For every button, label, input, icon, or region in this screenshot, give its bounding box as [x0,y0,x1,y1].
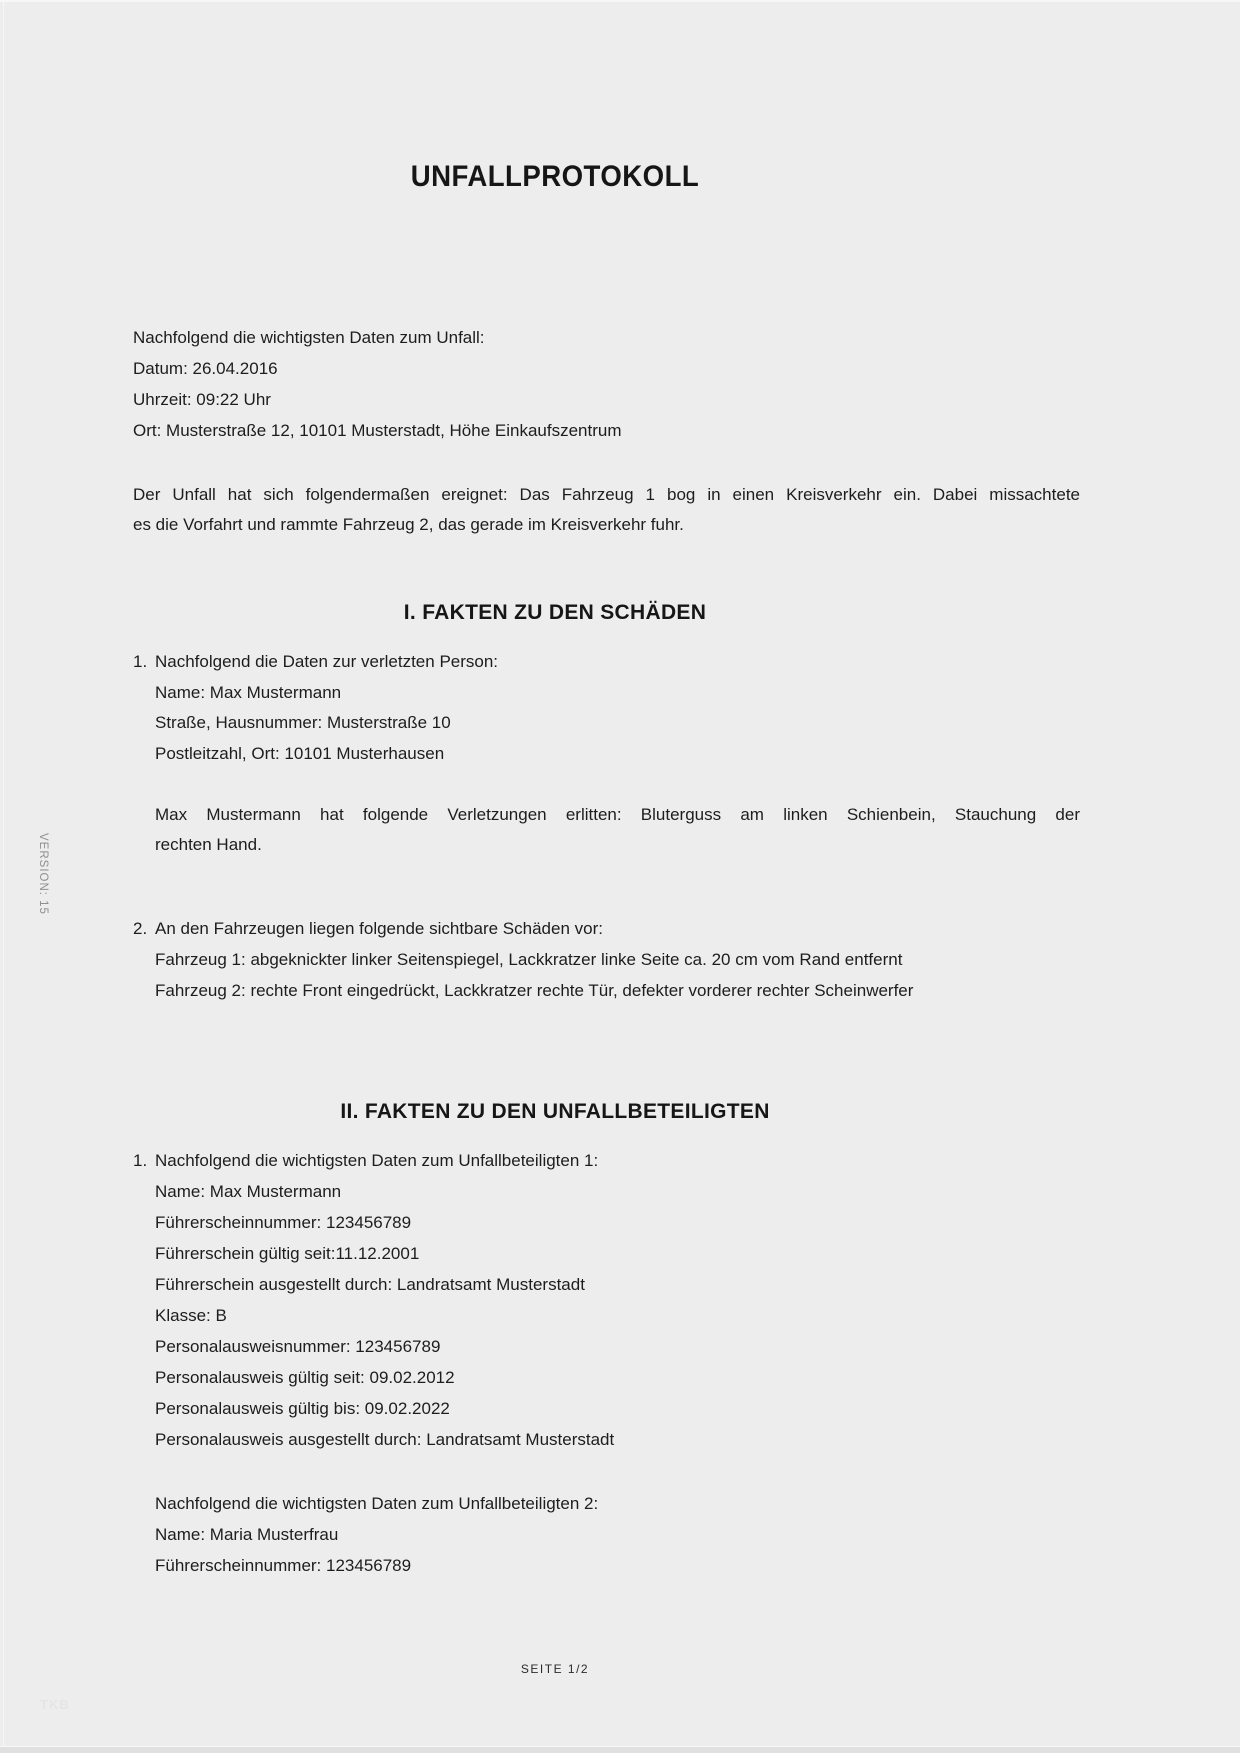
participant1-license-class: Klasse: B [155,1306,227,1325]
accident-description-line: Der Unfall hat sich folgendermaßen ereignet: Das Fahrzeug 1 bog in einen Kreisverkehr ein. Dabei missachtete [133,485,1080,504]
participant2-lead: Nachfolgend die wichtigsten Daten zum Unfallbeteiligten 2: [155,1494,599,1513]
vehicle2-damage-line: Fahrzeug 2: rechte Front eingedrückt, Lackkratzer rechte Tür, defekter vorderer rechter Scheinwerfer [155,981,914,1000]
page-edge-left [3,0,4,1753]
participant1-license-issued-by: Führerschein ausgestellt durch: Landratsamt Musterstadt [155,1275,585,1294]
injured-person-city: Postleitzahl, Ort: 10101 Musterhausen [155,743,445,763]
intro-line-date: Datum: 26.04.2016 [133,359,278,378]
injured-person-name: Name: Max Mustermann [155,682,342,702]
list-item-number: 1. [133,652,148,671]
injured-person-street: Straße, Hausnummer: Musterstraße 10 [155,713,451,732]
intro-line-time: Uhrzeit: 09:22 Uhr [133,390,271,409]
injuries-paragraph [155,800,1080,860]
list-item-injured-person [133,647,1080,769]
participant2-data [155,1488,1080,1581]
page-edge-top [0,0,1240,2]
participant1-license-valid-since: Führerschein gültig seit:11.12.2001 [155,1244,420,1263]
document-title: UNFALLPROTOKOLL [410,160,700,194]
page-edge-bottom [0,1746,1240,1753]
participant1-id-valid-since: Personalausweis gültig seit: 09.02.2012 [155,1368,455,1387]
participant1-id-number: Personalausweisnummer: 123456789 [155,1337,441,1356]
intro-line-location: Ort: Musterstraße 12, 10101 Musterstadt, Höhe Einkaufszentrum [133,421,622,440]
participant2-license-number: Führerscheinnummer: 123456789 [155,1556,412,1575]
accident-description-line: es die Vorfahrt und rammte Fahrzeug 2, das gerade im Kreisverkehr fuhr. [133,515,684,534]
participant1-name: Name: Max Mustermann [155,1182,342,1201]
page-number-footer: SEITE 1/2 [520,1662,590,1676]
list-item-participant1 [133,1145,1080,1455]
participant1-id-valid-until: Personalausweis gültig bis: 09.02.2022 [155,1399,450,1418]
list-item-number: 1. [133,1151,148,1170]
section-heading-damages: I. FAKTEN ZU DEN SCHÄDEN [403,601,707,625]
accident-description-paragraph [133,480,1080,540]
injuries-line: rechten Hand. [155,835,262,854]
accident-key-data [133,322,1080,446]
vehicle1-damage-line: Fahrzeug 1: abgeknickter linker Seitenspiegel, Lackkratzer linke Seite ca. 20 cm vom Rand entfernt [155,950,903,969]
list-item-vehicle-damages [133,913,1080,1006]
participant1-id-issued-by: Personalausweis ausgestellt durch: Landratsamt Musterstadt [155,1430,615,1449]
injured-person-lead: Nachfolgend die Daten zur verletzten Person: [155,652,499,671]
watermark: TKB [40,1697,70,1712]
list-item-number: 2. [133,919,148,938]
participant2-name: Name: Maria Musterfrau [155,1525,339,1544]
section-heading-participants: II. FAKTEN ZU DEN UNFALLBETEILIGTEN [340,1100,770,1124]
participant1-license-number: Führerscheinnummer: 123456789 [155,1213,412,1232]
injuries-line: Max Mustermann hat folgende Verletzungen erlitten: Bluterguss am linken Schienbein, Stauchung der [155,805,1080,824]
intro-line-lead: Nachfolgend die wichtigsten Daten zum Unfall: [133,328,485,347]
vehicle-damages-lead: An den Fahrzeugen liegen folgende sichtbare Schäden vor: [155,919,603,938]
version-label: VERSION: 15 [37,833,49,915]
participant1-lead: Nachfolgend die wichtigsten Daten zum Unfallbeteiligten 1: [155,1151,599,1170]
